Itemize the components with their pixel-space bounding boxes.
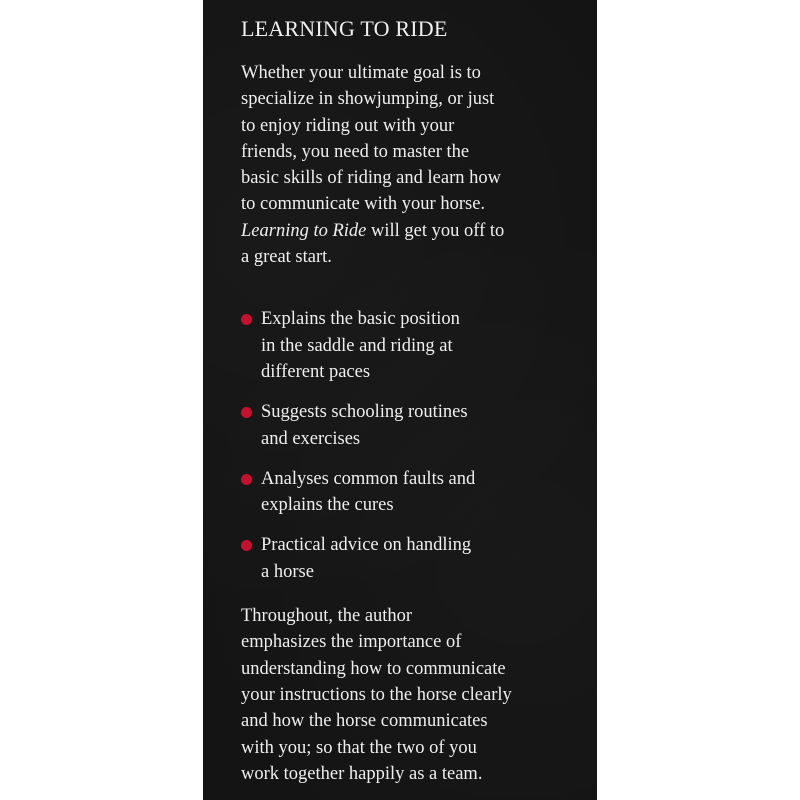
- closing-line: Throughout, the author: [241, 606, 413, 627]
- closing-line: emphasizes the importance of: [241, 632, 462, 653]
- list-item: [241, 399, 581, 452]
- bullet-line: explains the cures: [261, 495, 394, 516]
- list-item: [241, 466, 581, 519]
- bullet-line: Practical advice on handling: [261, 535, 472, 556]
- intro-line: Whether your ultimate goal is to: [241, 63, 481, 83]
- intro-paragraph: [241, 60, 581, 270]
- book-title-rest: will get you off to: [366, 220, 505, 241]
- feature-list: [241, 306, 581, 585]
- bullet-line: Analyses common faults and: [261, 468, 476, 489]
- intro-line: a great start.: [241, 247, 332, 268]
- closing-line: and how the horse communicates: [241, 711, 488, 732]
- bullet-line: Suggests schooling routines: [261, 402, 468, 423]
- list-item: [241, 306, 581, 385]
- bullet-dot-icon: [241, 314, 252, 325]
- closing-paragraph: [241, 603, 581, 787]
- intro-line: to communicate with your horse.: [241, 194, 486, 215]
- bullet-line: and exercises: [261, 428, 361, 449]
- bullet-line: Explains the basic position: [261, 309, 460, 330]
- bullet-line: in the saddle and riding at: [261, 335, 453, 356]
- bullet-line: a horse: [261, 561, 314, 582]
- closing-line: with you; so that the two of you: [241, 737, 477, 758]
- bullet-dot-icon: [241, 540, 252, 551]
- cover-text: [241, 14, 581, 787]
- intro-line: to enjoy riding out with your: [241, 115, 455, 136]
- intro-line: friends, you need to master the: [241, 141, 470, 162]
- closing-line: work together happily as a team.: [241, 763, 483, 784]
- closing-line: understanding how to communicate: [241, 658, 506, 679]
- bullet-dot-icon: [241, 407, 252, 418]
- closing-line: your instructions to the horse clearly: [241, 684, 512, 705]
- bullet-dot-icon: [241, 474, 252, 485]
- book-title-italic: Learning to Ride: [241, 220, 367, 241]
- list-item: [241, 532, 581, 585]
- intro-line-book-title: [241, 218, 581, 244]
- intro-line: basic skills of riding and learn how: [241, 168, 501, 189]
- bullet-line: different paces: [261, 361, 371, 382]
- page-title: LEARNING TO RIDE: [241, 16, 448, 41]
- intro-line: specialize in showjumping, or just: [241, 89, 495, 110]
